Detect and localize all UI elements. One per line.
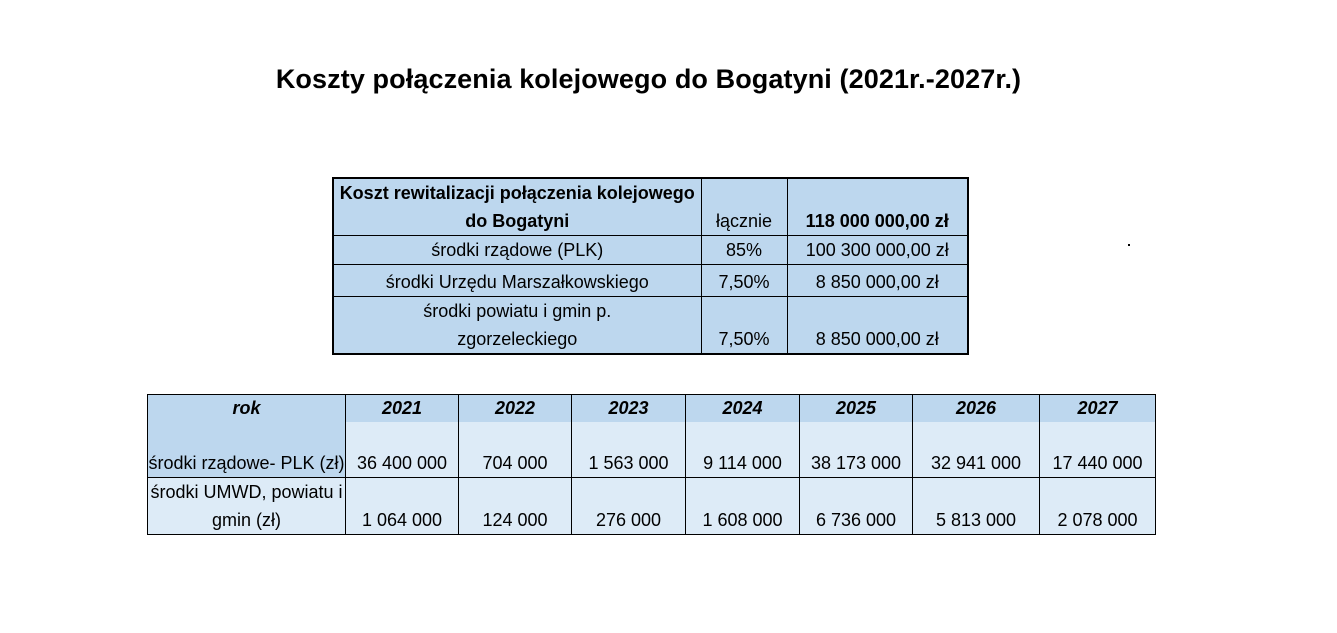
- summary-row-plk: [333, 236, 968, 265]
- summary-row-share: 7,50%: [701, 297, 787, 355]
- yearly-value-cell: 1 064 000: [346, 478, 459, 535]
- yearly-value-cell: 6 736 000: [800, 478, 913, 535]
- yearly-value-cell: 276 000: [572, 478, 686, 535]
- stray-dot: [1128, 244, 1130, 246]
- summary-row-marshal: [333, 265, 968, 297]
- yearly-value-cell: 9 114 000: [686, 422, 800, 478]
- yearly-row-plk: [148, 422, 1156, 478]
- yearly-row-label: środki rządowe- PLK (zł): [148, 422, 346, 478]
- yearly-value-cell: 5 813 000: [913, 478, 1040, 535]
- year-header: 2021: [346, 395, 459, 423]
- year-header: 2027: [1040, 395, 1156, 423]
- summary-row-amount: 8 850 000,00 zł: [787, 297, 968, 355]
- summary-row-county: [333, 297, 968, 355]
- year-header: 2024: [686, 395, 800, 423]
- summary-header-amount: 118 000 000,00 zł: [787, 178, 968, 236]
- summary-row-amount: 100 300 000,00 zł: [787, 236, 968, 265]
- yearly-value-cell: 124 000: [459, 478, 572, 535]
- year-header: 2023: [572, 395, 686, 423]
- yearly-value-cell: 36 400 000: [346, 422, 459, 478]
- yearly-row-label: środki UMWD, powiatu i gmin (zł): [148, 478, 346, 535]
- summary-row-label: środki rządowe (PLK): [333, 236, 701, 265]
- yearly-value-cell: 1 608 000: [686, 478, 800, 535]
- yearly-value-cell: 2 078 000: [1040, 478, 1156, 535]
- yearly-value-cell: 1 563 000: [572, 422, 686, 478]
- year-header: 2025: [800, 395, 913, 423]
- yearly-table: [147, 394, 1156, 535]
- yearly-value-cell: 32 941 000: [913, 422, 1040, 478]
- summary-header-share: łącznie: [701, 178, 787, 236]
- summary-row-share: 7,50%: [701, 265, 787, 297]
- summary-row-share: 85%: [701, 236, 787, 265]
- year-header: 2026: [913, 395, 1040, 423]
- yearly-value-cell: 17 440 000: [1040, 422, 1156, 478]
- summary-row-label: środki Urzędu Marszałkowskiego: [333, 265, 701, 297]
- yearly-row-umwd: [148, 478, 1156, 535]
- yearly-value-cell: 704 000: [459, 422, 572, 478]
- summary-table: [332, 177, 969, 355]
- summary-header-label: Koszt rewitalizacji połączenia kolejowego do Bogatyni: [333, 178, 701, 236]
- yearly-header-row: [148, 395, 1156, 423]
- page-title: Koszty połączenia kolejowego do Bogatyni (2021r.-2027r.): [275, 64, 1022, 94]
- yearly-header-label: rok: [148, 395, 346, 423]
- year-header: 2022: [459, 395, 572, 423]
- summary-row-label: środki powiatu i gmin p. zgorzeleckiego: [423, 301, 612, 349]
- summary-header-row: [333, 178, 968, 236]
- summary-row-amount: 8 850 000,00 zł: [787, 265, 968, 297]
- yearly-value-cell: 38 173 000: [800, 422, 913, 478]
